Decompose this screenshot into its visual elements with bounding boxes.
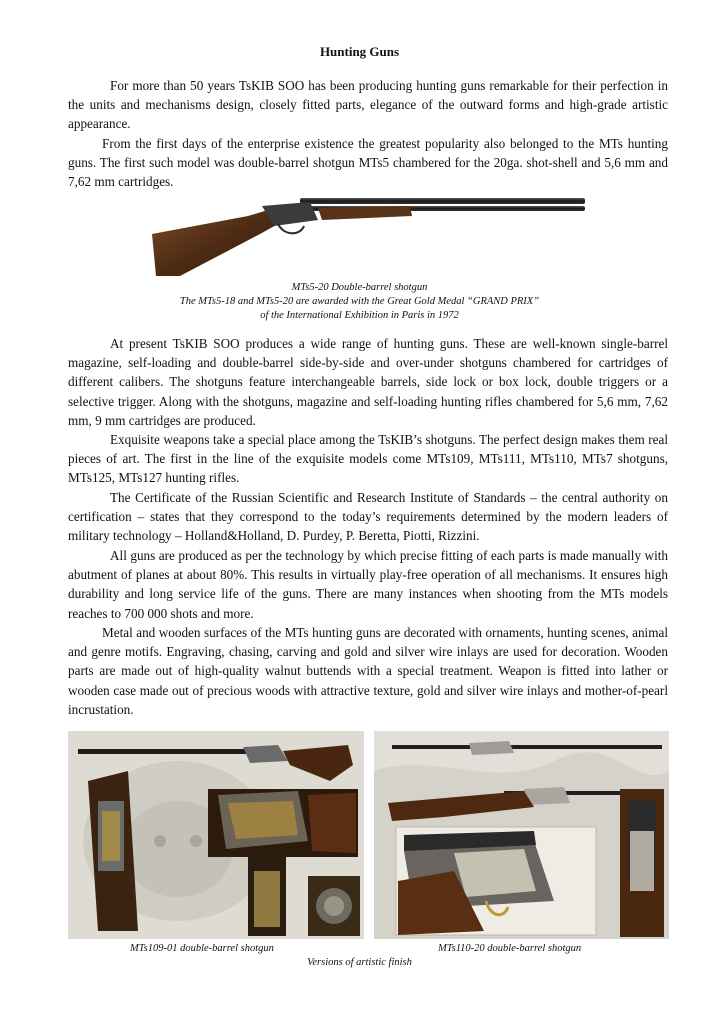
paragraph-exquisite: Exquisite weapons take a special place among the TsKIB’s shotguns. The perfect design makes them real pieces of art. The first in the line of the exquisite models come MTs109, MTs111, MTs110, MTs7 shotguns, MTs125, MTs127 hunting rifles. [68, 432, 668, 486]
figure1-caption-award: The MTs5-18 and MTs5-20 are awarded with the Great Gold Medal “GRAND PRIX” [179, 296, 540, 307]
mts110-20-caption: MTs110-20 double-barrel shotgun [438, 943, 582, 954]
mts5-20-gun-photo [150, 190, 590, 282]
figure2-common-caption: Versions of artistic finish [307, 957, 412, 968]
figure1-caption-title: MTs5-20 Double-barrel shotgun [291, 282, 428, 293]
figure1-caption-exhibition: of the International Exhibition in Paris in 1972 [260, 310, 459, 321]
mts110-20-photo [374, 731, 669, 939]
page-title: Hunting Guns [319, 44, 400, 59]
mts109-01-caption: MTs109-01 double-barrel shotgun [130, 943, 274, 954]
paragraph-range: At present TsKIB SOO produces a wide range of hunting guns. These are well-known single-barrel magazine, self-loading and double-barrel side-by-side and over-under shotguns chambered for cartridges of different calibers. The shotguns feature interchangeable barrels, side lock or box lock, double triggers or a selective trigger. Along with the shotguns, magazine and self-loading hunting rifles chambered for 5,6 mm, 7,62 mm, 9 mm cartridges are produced. [68, 336, 668, 428]
paragraph-certificate: The Certificate of the Russian Scientific and Research Institute of Standards – the central authority on certification – states that they correspond to the today’s requirements determined by the modern leaders of military technology – Holland&Holland, D. Purdey, P. Beretta, Piotti, Rizzini. [68, 490, 668, 544]
mts109-01-photo [68, 731, 364, 939]
paragraph-history: From the first days of the enterprise existence the greatest popularity also belonged to the MTs hunting guns. The first such model was double-barrel shotgun MTs5 chambered for the 20ga. shot-shell and 5,6 mm and 7,62 mm cartridges. [68, 136, 668, 190]
paragraph-decoration: Metal and wooden surfaces of the MTs hunting guns are decorated with ornaments, hunting scenes, animal and genre motifs. Engraving, chasing, carving and gold and silver wire inlays are used for decoration. Wooden parts are made out of high-quality walnut buttends with a special treatment. Weapon is fitted into lather or wooden case made out of precious woods with attractive texture, gold and silver wire inlays and mother-of-pearl incrustation. [68, 625, 668, 717]
paragraph-technology: All guns are produced as per the technology by which precise fitting of each parts is made manually with abutment of planes at about 80%. This results in virtually play-free operation of all mechanisms. It ensures high durability and long service life of the guns. There are many instances when shooting from the MTs models reaches to 700 000 shots and more. [68, 548, 668, 621]
paragraph-intro: For more than 50 years TsKIB SOO has been producing hunting guns remarkable for their perfection in the units and mechanisms design, closely fitted parts, elegance of the outward forms and high-grade artistic appearance. [68, 78, 668, 132]
